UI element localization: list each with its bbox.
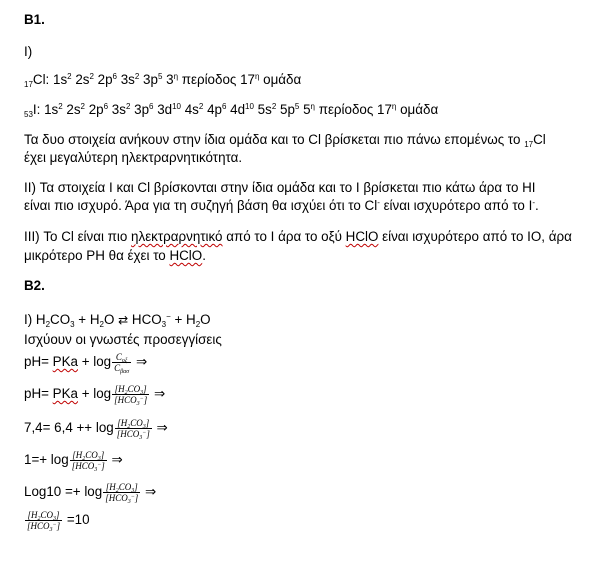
equation-line-4: 1=+ log $\frac{[H_2CO_3]}{[HCO_3^-]}$ ⇒: [24, 450, 123, 473]
heading-b1: B1.: [24, 12, 45, 27]
approximations-note: Ισχύουν οι γνωστές προσεγγίσεις: [24, 332, 222, 347]
equilibrium-arrow-icon: ⇄: [118, 313, 129, 327]
paragraph-1-line-1: Τα δυο στοιχεία ανήκουν στην ίδια ομάδα και το Cl βρίσκεται πιο πάνω επομένως το $_{17}$Cl: [24, 132, 546, 149]
equation-line-5: Log10 =+ log $\frac{[H_2CO_3]}{[HCO_3^-]}$ ⇒: [24, 482, 157, 505]
equation-line-6: $\frac{[H_2CO_3]}{[HCO_3^-]}$ =10: [27, 510, 90, 533]
part-i-label: I): [24, 44, 33, 59]
reaction-equation: I) $H_2CO_3 + H_2O$ ⇄ $HCO_3^- + H_2O$: [24, 312, 211, 329]
fraction-concentrations: $\frac{[H_2CO_3]}{[HCO_3^-]}$: [116, 418, 150, 441]
i-electron-config: $_{53}$I: $1s^2$ $2s^2$ $2p^6$ $3s^2$ $3p^6$ $3d^{10}$ $4s^2$ $4p^6$ $4d^{10}$ $5s^2$ $5p^5$ $5^\eta$ περίοδος $17^\eta$ ομάδα: [24, 102, 439, 119]
paragraph-3-line-1: III) Το Cl είναι πιο ηλεκτραρνητικό από το I άρα το οξύ HClO είναι ισχυρότερο από το IO, άρα: [24, 229, 572, 244]
paragraph-1-line-2: έχει μεγαλύτερη ηλεκτραρνητικότητα.: [24, 150, 243, 165]
fraction-concentrations: $\frac{[H_2CO_3]}{[HCO_3^-]}$: [114, 384, 148, 407]
heading-b2: B2.: [24, 278, 45, 293]
equation-line-2: pH= PKa + log $\frac{[H_2CO_3]}{[HCO_3^-]}$ ⇒: [24, 384, 166, 407]
paragraph-3-line-2: μικρότερο PH θα έχει το HClO.: [24, 248, 206, 263]
fraction-acid-base: $\frac{C_{o\xi}}{C_{\beta\alpha\sigma}}$: [114, 352, 130, 375]
fraction-concentrations: $\frac{[H_2CO_3]}{[HCO_3^-]}$: [27, 510, 61, 533]
paragraph-2-line-1: II) Τα στοιχεία I και Cl βρίσκονται στην ίδια ομάδα και το I βρίσκεται πιο κάτω άρα το HI: [24, 180, 536, 195]
fraction-concentrations: $\frac{[H_2CO_3]}{[HCO_3^-]}$: [105, 482, 139, 505]
paragraph-2-line-2: είναι πιο ισχυρό. Άρα για τη συζηγή βάση θα ισχύει ότι το Cl- είναι ισχυρότερο από το I-.: [24, 198, 539, 213]
fraction-concentrations: $\frac{[H_2CO_3]}{[HCO_3^-]}$: [71, 450, 105, 473]
equation-line-3: 7,4= 6,4 ++ log $\frac{[H_2CO_3]}{[HCO_3^-]}$ ⇒: [24, 418, 168, 441]
equation-line-1: pH= PKa + log $\frac{C_{o\xi}}{C_{\beta\alpha\sigma}}$ ⇒: [24, 352, 148, 375]
cl-electron-config: $_{17}$Cl: $1s^2$ $2s^2$ $2p^6$ $3s^2$ $3p^5$ $3^\eta$ περίοδος $17^\eta$ ομάδα: [24, 72, 302, 89]
